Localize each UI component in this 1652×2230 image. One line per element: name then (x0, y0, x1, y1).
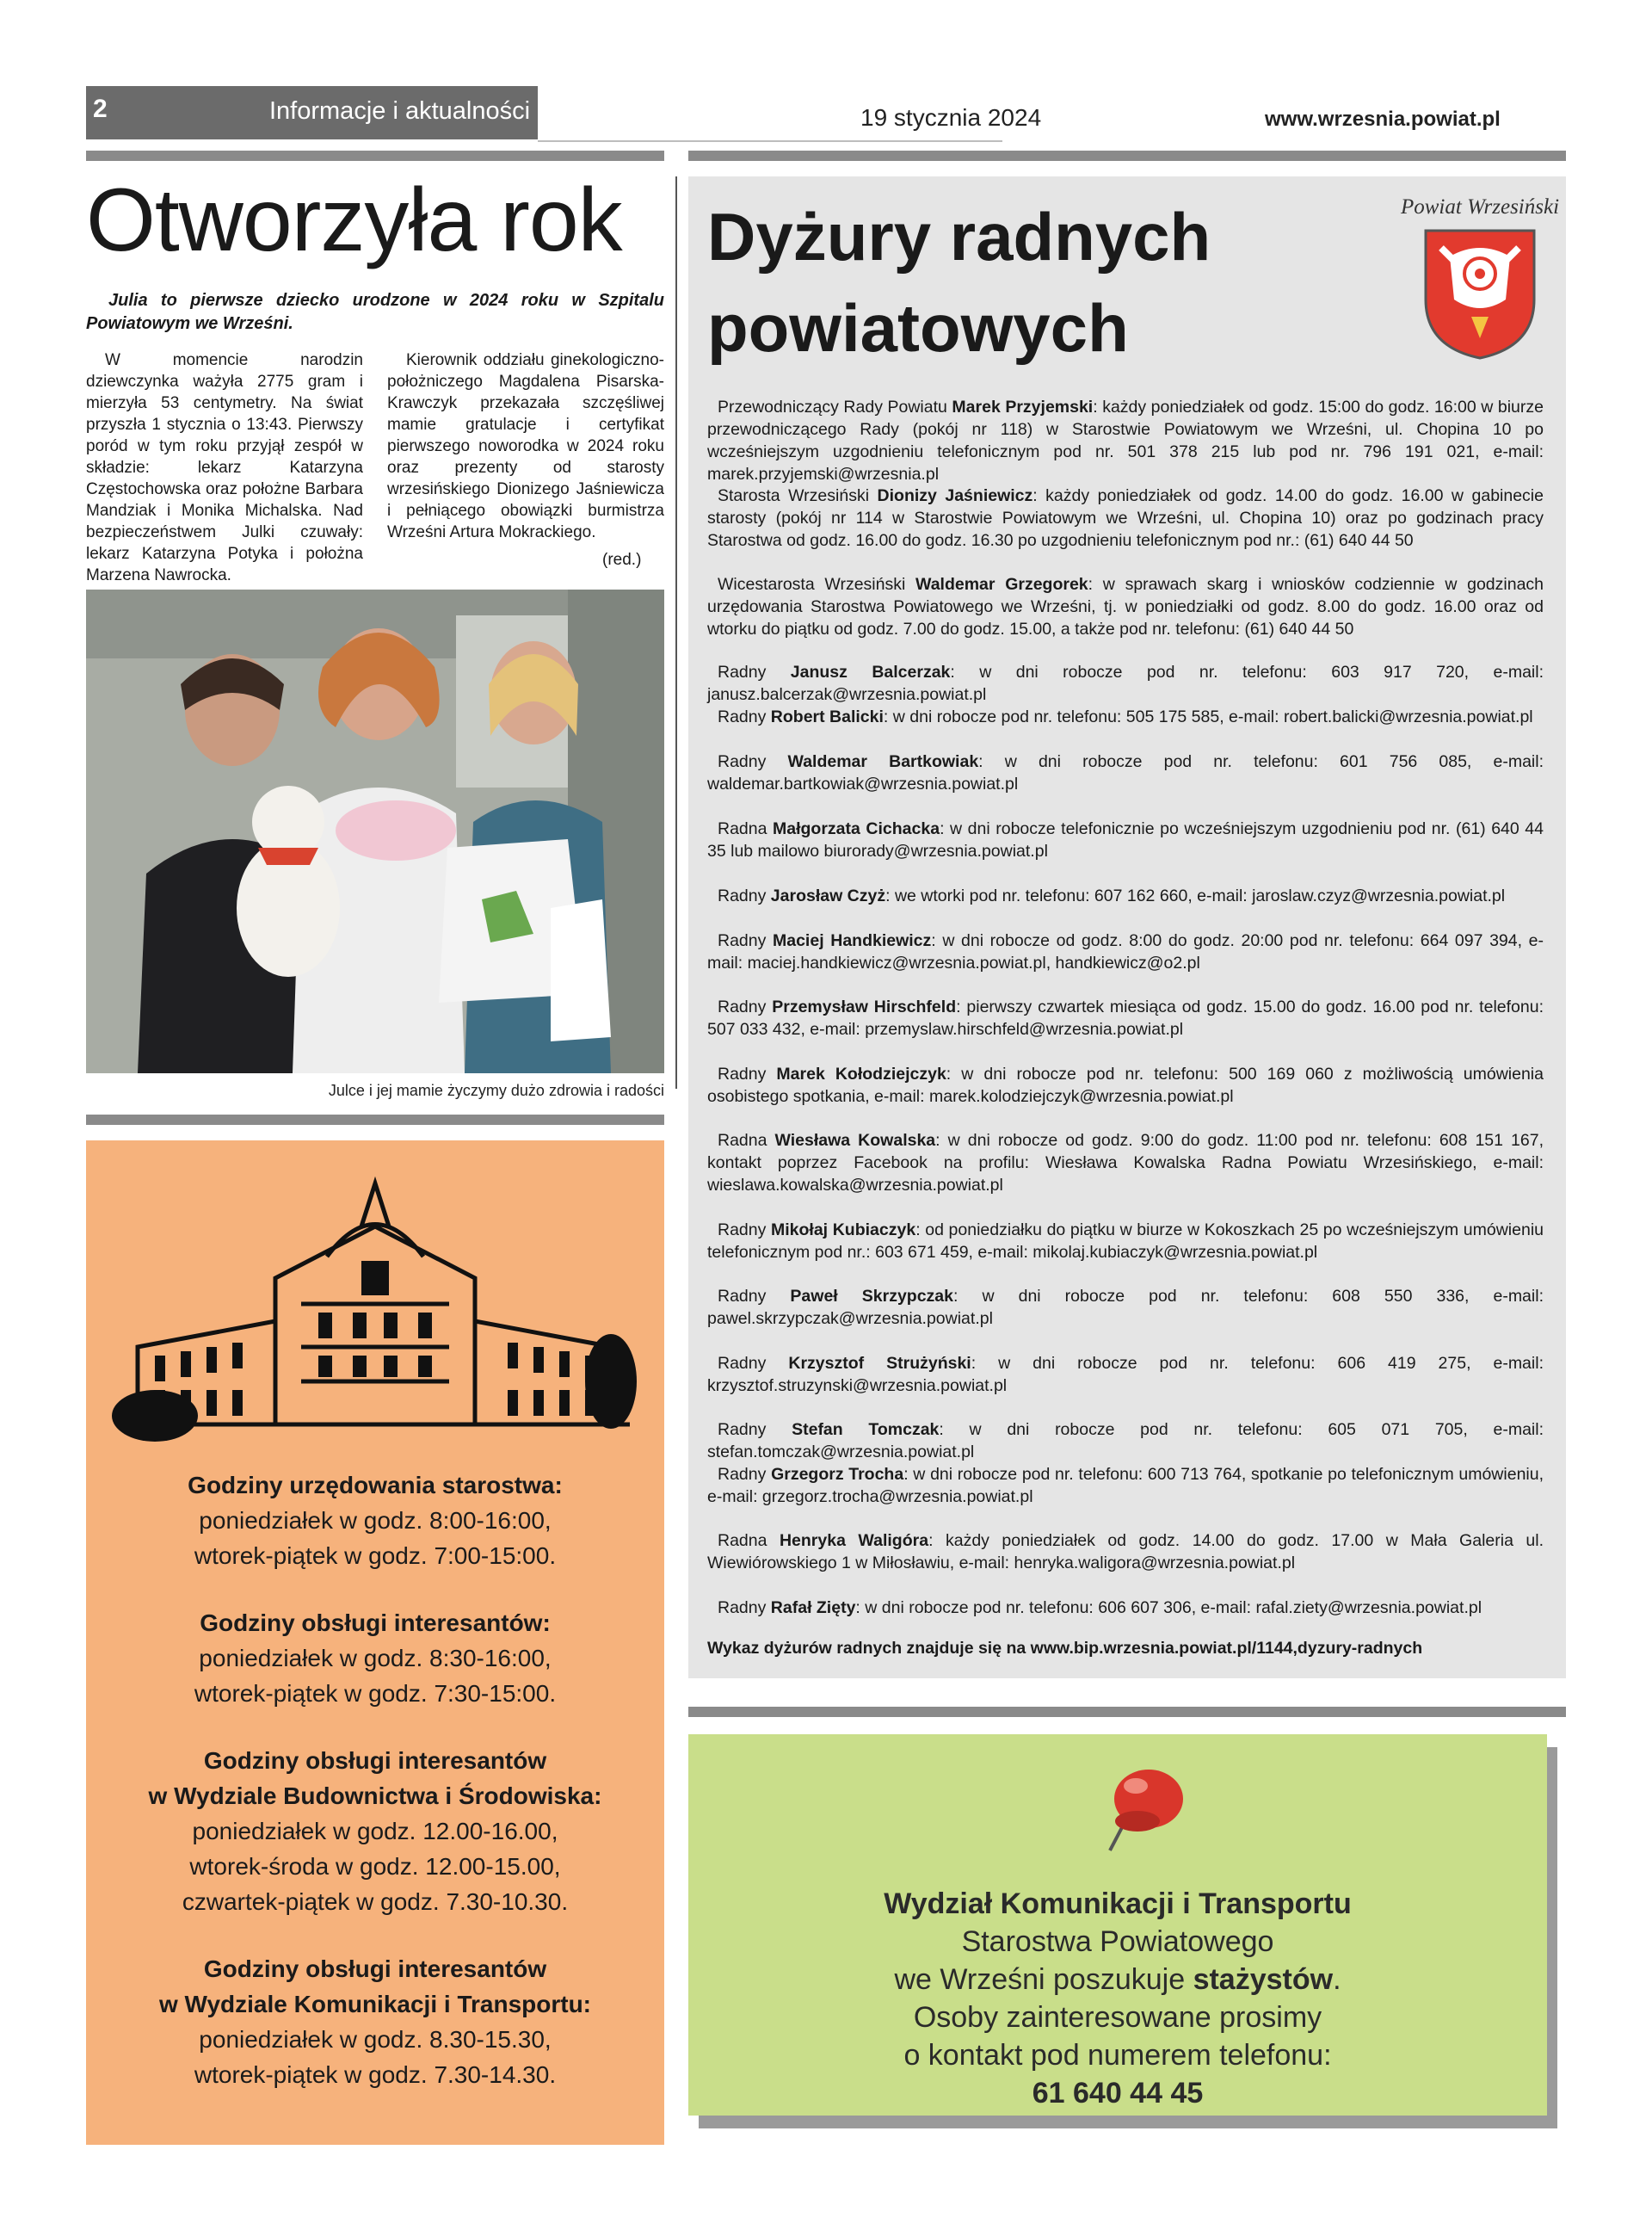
hours-line: poniedziałek w godz. 8.30-15.30, (199, 2026, 552, 2053)
councillor-name: Krzysztof Strużyński (788, 1354, 971, 1373)
notice-line: we Wrześni poszukuje stażystów. (894, 1963, 1341, 1996)
duty-title-line: powiatowych (707, 290, 1129, 366)
hours-line: wtorek-piątek w godz. 7:00-15:00. (194, 1542, 557, 1569)
duty-entry: Starosta Wrzesiński Dionizy Jaśniewicz: każdy poniedziałek od godz. 14.00 do godz. 16.00 w gabinecie starosty (pokój nr 114 w Starostwie Powiatowym we Wrześni, ul. Chopina 10) oraz po godzinach pracy Starostwa od godz. 16.00 do godz. 16.30 po uzgodnieniu telefonicznym pod nr.: (61) 640 44 50 (707, 486, 1544, 550)
notice-phone[interactable]: 61 640 44 45 (1032, 2077, 1204, 2110)
hours-line: wtorek-środa w godz. 12.00-15.00, (189, 1853, 561, 1880)
website-link[interactable]: www.wrzesnia.powiat.pl (1265, 108, 1501, 131)
notice-line: o kontakt pod numerem telefonu: (903, 2039, 1332, 2072)
duty-entry: Radny Rafał Zięty: w dni robocze pod nr. telefonu: 606 607 306, e-mail: rafal.ziety@wrzesnia.powiat.pl (718, 1598, 1482, 1617)
duty-entry: Wicestarosta Wrzesiński Waldemar Grzegorek: w sprawach skarg i wniosków codziennie w godzinach urzędowania Starostwa Powiatowego we Wrześni, tj. w poniedziałki od godz. 8.00 do godz. 16.00 oraz od wtorku do piątku od godz. 7.00 do godz. 15.00, a także pod nr. telefonu: (61) 640 44 50 (707, 575, 1544, 639)
article-signature: (red.) (602, 551, 642, 569)
councillor-name: Mikołaj Kubiaczyk (771, 1220, 916, 1239)
councillor-name: Małgorzata Cichacka (773, 819, 940, 838)
photo-credit: fot. arch. Szpitala Powiatowego (62, 587, 78, 792)
hours-heading: w Wydziale Komunikacji i Transportu: (158, 1991, 592, 2017)
column-rule (86, 1115, 664, 1125)
duty-entry: Radny Maciej Handkiewicz: w dni robocze od godz. 8:00 do godz. 20:00 pod nr. telefonu: 664 097 394, e-mail: maciej.handkiewicz@wrzesnia.powiat.pl, handkiewicz@o2.pl (707, 931, 1544, 973)
councillor-name: Waldemar Grzegorek (915, 575, 1088, 594)
councillor-name: Henryka Waligóra (779, 1531, 929, 1550)
duty-entry: Radny Przemysław Hirschfeld: pierwszy czwartek miesiąca od godz. 15.00 do godz. 16.00 pod nr. telefonu: 507 033 432, e-mail: przemyslaw.hirschfeld@wrzesnia.powiat.pl (707, 998, 1544, 1039)
duty-list-link[interactable]: Wykaz dyżurów radnych znajduje się na www.bip.wrzesnia.powiat.pl/1144,dyzury-radnych (707, 1639, 1423, 1658)
hours-line: wtorek-piątek w godz. 7:30-15:00. (194, 1680, 557, 1707)
article-photo (86, 590, 664, 1073)
duty-entry: Radny Paweł Skrzypczak: w dni robocze pod nr. telefonu: 608 550 336, e-mail: pawel.skrzypczak@wrzesnia.powiat.pl (707, 1287, 1544, 1328)
header-divider (538, 140, 1002, 142)
column-rule (688, 151, 1566, 161)
hours-line: czwartek-piątek w godz. 7.30-10.30. (182, 1888, 569, 1915)
article-column-2: Kierownik oddziału ginekologiczno-położniczego Magdalena Pisarska-Krawczyk przekazała szczęśliwej mamie gratulacje i certyfikat pierwszego noworodka w 2024 roku oraz prezenty od starosty wrzesińskiego Dionizego Jaśniewicza i pełniącego obowiązki burmistrza Wrześni Artura Mokrackiego. (387, 351, 664, 541)
councillor-name: Paweł Skrzypczak (790, 1287, 953, 1306)
duty-entry: Radny Krzysztof Strużyński: w dni robocze pod nr. telefonu: 606 419 275, e-mail: krzysztof.struzynski@wrzesnia.powiat.pl (707, 1354, 1544, 1395)
column-rule (86, 151, 664, 161)
duty-entry: Radna Henryka Waligóra: każdy poniedziałek od godz. 14.00 do godz. 17.00 w Mała Galeria ul. Wiewiórowskiego 1 w Miłosławiu, e-mail: henryka.waligora@wrzesnia.powiat.pl (707, 1531, 1544, 1572)
photo-illustration (86, 590, 664, 1073)
duty-entry: Radna Małgorzata Cichacka: w dni robocze telefonicznie po wcześniejszym uzgodnieniu pod nr. (61) 640 44 35 lub mailowo biurorady@wrzesnia.powiat.pl (707, 819, 1544, 861)
notice-line: Osoby zainteresowane prosimy (913, 2001, 1322, 2034)
hours-heading: w Wydziale Budownictwa i Środowiska: (148, 1782, 602, 1809)
duty-entry: Radny Mikołaj Kubiaczyk: od poniedziałku do piątku w biurze w Kokoszkach 25 po wcześniejszym umówieniu telefonicznym pod nr.: 603 671 459, e-mail: mikolaj.kubiaczyk@wrzesnia.powiat.pl (707, 1220, 1544, 1262)
hours-heading: Godziny urzędowania starostwa: (188, 1472, 563, 1498)
notice-line: Starostwa Powiatowego (961, 1925, 1274, 1958)
duty-title (707, 191, 1211, 374)
building-drawing (103, 1175, 647, 1442)
councillor-name: Waldemar Bartkowiak (787, 752, 979, 771)
county-crest-logo (1400, 188, 1560, 360)
duty-entry: Radny Stefan Tomczak: w dni robocze pod nr. telefonu: 605 071 705, e-mail: stefan.tomczak@wrzesnia.powiat.pl (707, 1420, 1544, 1461)
vertical-divider (675, 176, 677, 1089)
hours-line: poniedziałek w godz. 8:00-16:00, (199, 1507, 552, 1534)
photo-caption: Julce i jej mamie życzymy dużo zdrowia i radości (328, 1082, 664, 1099)
duty-title-line: Dyżury radnych (707, 199, 1211, 275)
page-number: 2 (93, 95, 108, 123)
councillor-name: Maciej Handkiewicz (773, 931, 932, 950)
duty-entry: Radny Robert Balicki: w dni robocze pod nr. telefonu: 505 175 585, e-mail: robert.balicki@wrzesnia.powiat.pl (718, 707, 1533, 726)
councillor-name: Robert Balicki (770, 707, 884, 726)
article-title: Otworzyła rok (86, 170, 622, 270)
issue-date: 19 stycznia 2024 (860, 104, 1042, 131)
duty-entry: Radny Jarosław Czyż: we wtorki pod nr. telefonu: 607 162 660, e-mail: jaroslaw.czyz@wrzesnia.powiat.pl (718, 886, 1506, 905)
hours-line: wtorek-piątek w godz. 7.30-14.30. (194, 2061, 557, 2088)
svg-text:Powiat Wrzesiński: Powiat Wrzesiński (1400, 195, 1560, 219)
hours-heading: Godziny obsługi interesantów: (200, 1609, 551, 1636)
office-hours-box (86, 1140, 664, 2145)
councillor-name: Grzegorz Trocha (771, 1465, 904, 1484)
article-column-1: W momencie narodzin dziewczynka ważyła 2775 gram i mierzyła 53 centymetry. Na świat przyszła 1 stycznia o 13:43. Pierwszy poród w tym roku przyjął zespół w składzie: lekarz Katarzyna Częstochowska oraz położne Barbara Mandziak i Monika Michalska. Nad bezpieczeństwem Julki czuwały: lekarz Katarzyna Potyka i położna Marzena Nawrocka. (86, 351, 363, 584)
councillor-name: Stefan Tomczak (792, 1420, 940, 1439)
section-name: Informacje i aktualności (269, 97, 531, 125)
councillor-name: Janusz Balcerzak (790, 663, 951, 682)
hours-line: poniedziałek w godz. 12.00-16.00, (192, 1818, 558, 1844)
article-lead: Julia to pierwsze dziecko urodzone w 2024 roku w Szpitalu Powiatowym we Wrześni. (86, 291, 664, 333)
councillor-name: Marek Kołodziejczyk (776, 1065, 946, 1084)
duty-entry: Radny Janusz Balcerzak: w dni robocze pod nr. telefonu: 603 917 720, e-mail: janusz.balcerzak@wrzesnia.powiat.pl (707, 663, 1544, 704)
duty-entry: Radny Marek Kołodziejczyk: w dni robocze pod nr. telefonu: 500 169 060 z możliwością umówienia osobistego spotkania, e-mail: marek.kolodziejczyk@wrzesnia.powiat.pl (707, 1065, 1544, 1106)
councillor-name: Rafał Zięty (770, 1598, 856, 1617)
councillor-name: Marek Przyjemski (952, 398, 1094, 417)
duty-entry: Przewodniczący Rady Powiatu Marek Przyjemski: każdy poniedziałek od godz. 15:00 do godz. 16:00 w biurze przewodniczącego Rady (pokój nr 118) w Starostwie Powiatowym we Wrześni, ul. Chopina 10 po wcześniejszym uzgodnieniu telefonicznym pod nr. 501 378 215 lub pod nr. 796 191 021, e-mail: marek.przyjemski@wrzesnia.pl (707, 398, 1544, 484)
crest-icon (1400, 188, 1560, 360)
councillor-name: Przemysław Hirschfeld (772, 998, 957, 1016)
notice-heading: Wydział Komunikacji i Transportu (884, 1887, 1352, 1920)
duty-entry: Radny Grzegorz Trocha: w dni robocze pod nr. telefonu: 600 713 764, spotkanie po telefonicznym umówieniu, e-mail: grzegorz.trocha@wrzesnia.powiat.pl (707, 1465, 1544, 1506)
hours-line: poniedziałek w godz. 8:30-16:00, (199, 1645, 552, 1671)
councillor-name: Jarosław Czyż (770, 886, 886, 905)
hours-heading: Godziny obsługi interesantów (203, 1747, 547, 1774)
councillor-name: Wiesława Kowalska (774, 1131, 936, 1150)
duty-entry: Radny Waldemar Bartkowiak: w dni robocze pod nr. telefonu: 601 756 085, e-mail: waldemar.bartkowiak@wrzesnia.powiat.pl (707, 752, 1544, 794)
councillor-name: Dionizy Jaśniewicz (877, 486, 1033, 505)
duty-entry: Radna Wiesława Kowalska: w dni robocze od godz. 9:00 do godz. 11:00 pod nr. telefonu: 608 151 167, kontakt poprzez Facebook na profilu: Wiesława Kowalska Radna Powiatu Wrzesińskiego, e-mail: wieslawa.kowalska@wrzesnia.powiat.pl (707, 1131, 1544, 1195)
column-rule (688, 1707, 1566, 1717)
hours-heading: Godziny obsługi interesantów (203, 1955, 547, 1982)
push-pin-icon (1076, 1747, 1196, 1868)
